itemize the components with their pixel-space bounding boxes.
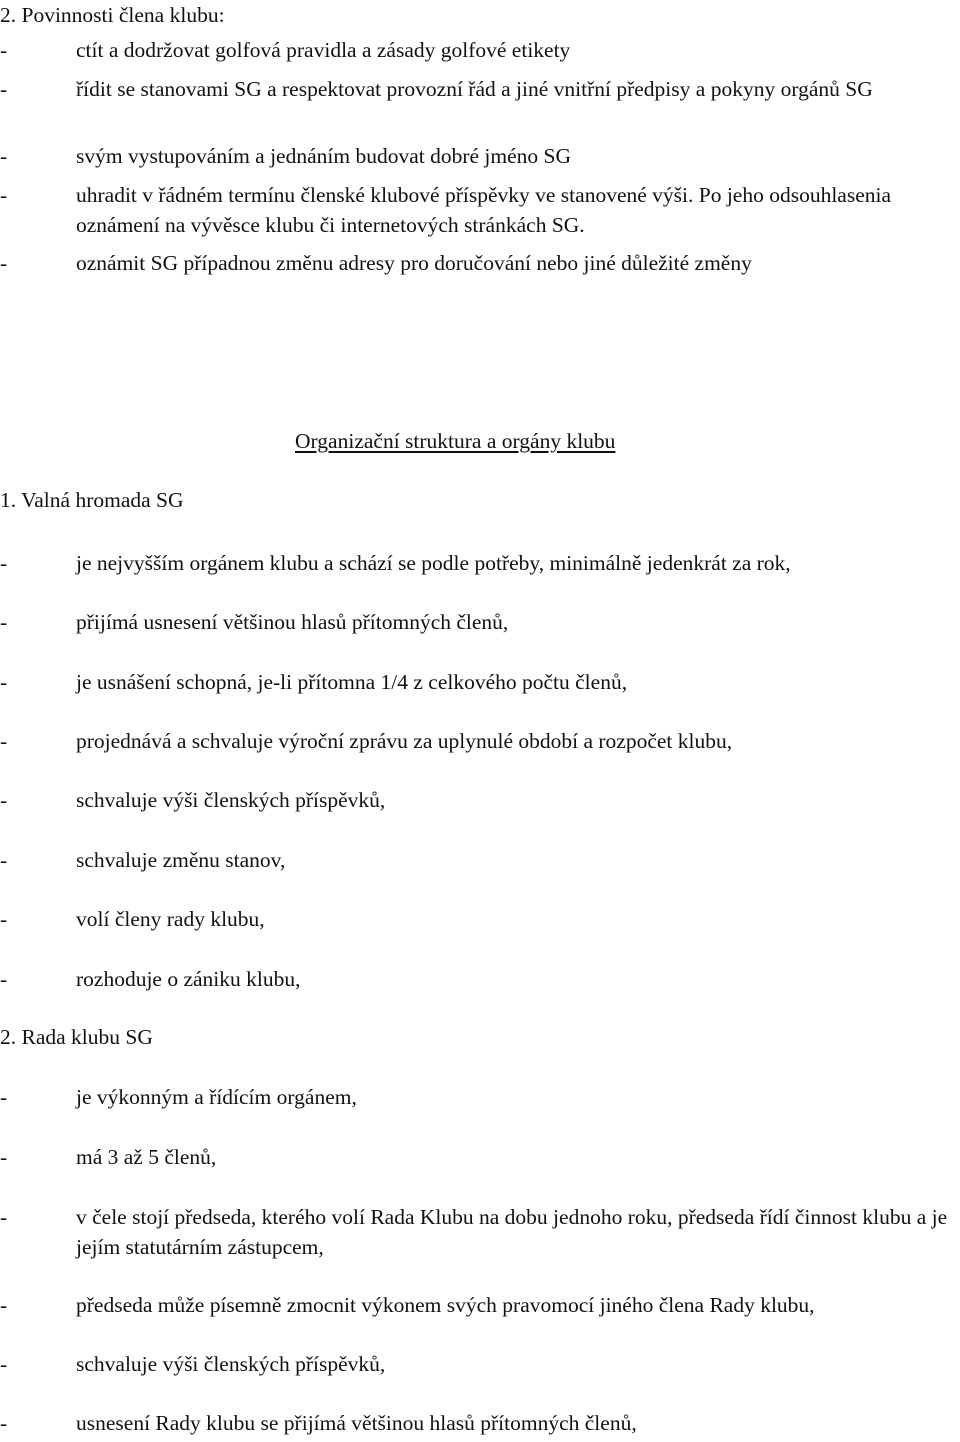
list-item-text: uhradit v řádném termínu členské klubové příspěvky ve stanovené výši. Po jeho odsouhlasenia oznámení na vývěsce klubu či internetových stránkách SG.	[76, 183, 892, 237]
list-item-text: je usnášení schopná, je-li přítomna 1/4 z celkového počtu členů,	[76, 670, 628, 694]
list-item-text: řídit se stanovami SG a respektovat provozní řád a jiné vnitřní předpisy a pokyny orgánů SG	[76, 77, 873, 101]
list-item-text: přijímá usnesení většinou hlasů přítomných členů,	[76, 610, 509, 634]
dash-bullet: -	[0, 144, 8, 168]
dash-bullet: -	[0, 251, 8, 275]
list-item-text: předseda může písemně zmocnit výkonem svých pravomocí jiného člena Rady klubu,	[76, 1293, 815, 1317]
list-item-text: oznámit SG případnou změnu adresy pro doručování nebo jiné důležité změny	[76, 251, 752, 275]
dash-bullet: -	[0, 1411, 8, 1435]
list-item-text: rozhoduje o zániku klubu,	[76, 967, 301, 991]
dash-bullet: -	[0, 1145, 8, 1169]
section-heading-rada-klubu: 2. Rada klubu SG	[0, 1025, 153, 1049]
list-item-text: volí členy rady klubu,	[76, 907, 265, 931]
dash-bullet: -	[0, 1352, 8, 1376]
list-item-text: projednává a schvaluje výroční zprávu za uplynulé období a rozpočet klubu,	[76, 729, 733, 753]
list-item-text: usnesení Rady klubu se přijímá většinou hlasů přítomných členů,	[76, 1411, 637, 1435]
dash-bullet: -	[0, 1205, 8, 1229]
structure-title: Organizační struktura a orgány klubu	[295, 429, 616, 453]
dash-bullet: -	[0, 670, 8, 694]
dash-bullet: -	[0, 788, 8, 812]
section-heading-valna-hromada: 1. Valná hromada SG	[0, 488, 184, 512]
dash-bullet: -	[0, 1085, 8, 1109]
dash-bullet: -	[0, 907, 8, 931]
dash-bullet: -	[0, 729, 8, 753]
list-item-text: ctít a dodržovat golfová pravidla a zásady golfové etikety	[76, 38, 571, 62]
list-item-text: schvaluje změnu stanov,	[76, 848, 286, 872]
dash-bullet: -	[0, 551, 8, 575]
section-heading-povinnosti: 2. Povinnosti člena klubu:	[0, 3, 225, 27]
dash-bullet: -	[0, 848, 8, 872]
list-item-text: v čele stojí předseda, kterého volí Rada Klubu na dobu jednoho roku, předseda řídí činnost klubu a je jejím statutárním zástupcem,	[76, 1205, 948, 1259]
dash-bullet: -	[0, 183, 8, 207]
list-item-text: je výkonným a řídícím orgánem,	[76, 1085, 357, 1109]
dash-bullet: -	[0, 38, 8, 62]
list-item-text: schvaluje výši členských příspěvků,	[76, 1352, 386, 1376]
dash-bullet: -	[0, 1293, 8, 1317]
list-item-text: má 3 až 5 členů,	[76, 1145, 217, 1169]
list-item-text: je nejvyšším orgánem klubu a schází se podle potřeby, minimálně jedenkrát za rok,	[76, 551, 791, 575]
dash-bullet: -	[0, 77, 8, 101]
list-item-text: svým vystupováním a jednáním budovat dobré jméno SG	[76, 144, 572, 168]
list-item-text: schvaluje výši členských příspěvků,	[76, 788, 386, 812]
dash-bullet: -	[0, 967, 8, 991]
dash-bullet: -	[0, 610, 8, 634]
